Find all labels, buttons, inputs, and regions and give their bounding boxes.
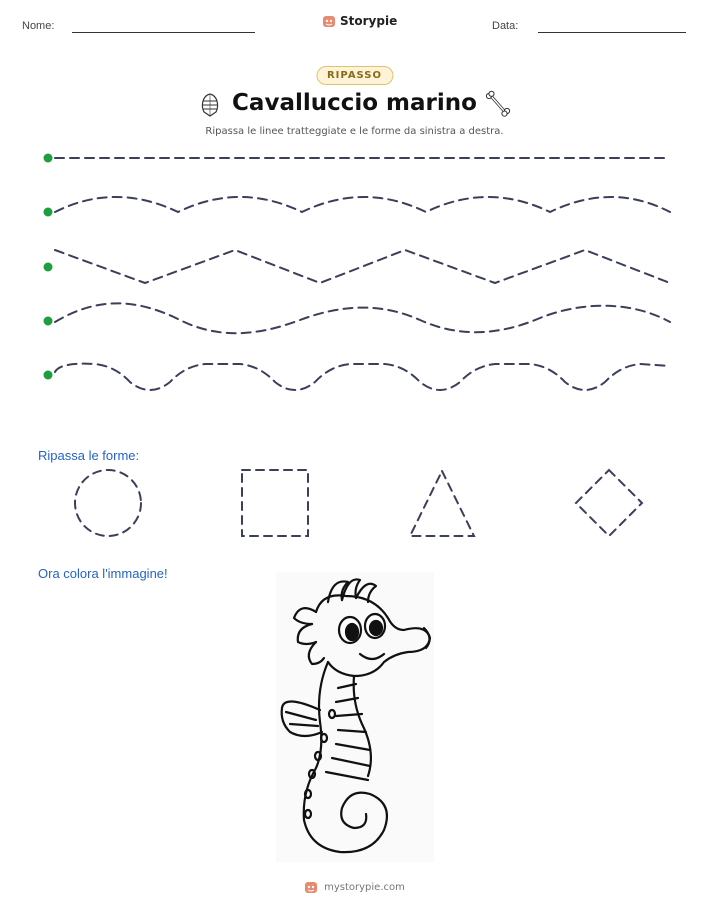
shape-diamond [576,470,642,536]
seahorse-coloring-image [276,572,434,862]
bone-icon [484,90,512,118]
tracing-lines [0,140,709,400]
instructions: Ripassa le linee tratteggiate e le forme da sinistra a destra. [205,126,504,137]
shape-triangle [410,471,474,536]
tracing-line-wave [55,303,670,333]
tracing-line-arcs [55,197,670,212]
page-title: Cavalluccio marino [232,90,477,116]
color-label: Ora colora l'immagine! [38,566,168,581]
date-field-line[interactable] [538,32,686,33]
footer-url[interactable]: mystorypie.com [324,881,405,893]
date-label: Data: [492,20,519,32]
shape-circle [75,470,141,536]
brand-logo [322,14,397,28]
name-field-line[interactable] [72,32,255,33]
storypie-logo-icon [322,14,336,28]
shapes-label: Ripassa le forme: [38,448,140,463]
footer [0,880,709,894]
start-dot [44,263,53,272]
storypie-logo-icon [304,880,318,894]
shape-square [242,470,308,536]
tracing-shapes [0,465,709,545]
start-dot [44,208,53,217]
start-dot [44,371,53,380]
review-badge: RIPASSO [316,66,393,85]
tracing-line-bumps [55,364,670,390]
start-dot [44,317,53,326]
tracing-line-zigzag [55,250,670,283]
brand-name: Storypie [340,14,398,28]
name-label: Nome: [22,20,55,32]
start-dot [44,154,53,163]
